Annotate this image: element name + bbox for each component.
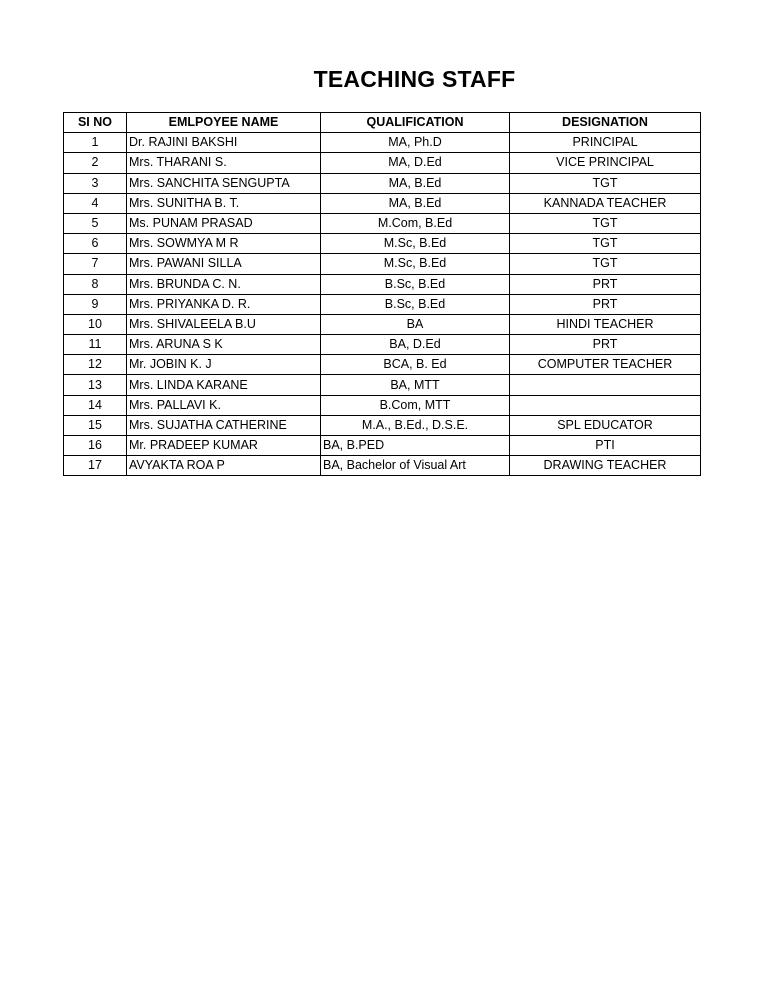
cell-qualification: BA, Bachelor of Visual Art xyxy=(321,456,510,476)
cell-employee-name: Mr. PRADEEP KUMAR xyxy=(127,436,321,456)
table-row xyxy=(64,173,701,193)
cell-designation: TGT xyxy=(510,213,701,233)
cell-si-no: 12 xyxy=(64,355,127,375)
cell-si-no: 13 xyxy=(64,375,127,395)
table-row xyxy=(64,294,701,314)
cell-employee-name: Mrs. SHIVALEELA B.U xyxy=(127,314,321,334)
cell-designation: TGT xyxy=(510,254,701,274)
cell-qualification: BCA, B. Ed xyxy=(321,355,510,375)
table-row xyxy=(64,335,701,355)
table-row xyxy=(64,193,701,213)
cell-designation: PTI xyxy=(510,436,701,456)
cell-si-no: 15 xyxy=(64,415,127,435)
cell-employee-name: Dr. RAJINI BAKSHI xyxy=(127,133,321,153)
table-header-row xyxy=(64,113,701,133)
cell-employee-name: Mr. JOBIN K. J xyxy=(127,355,321,375)
cell-qualification: MA, B.Ed xyxy=(321,173,510,193)
cell-employee-name: Mrs. SANCHITA SENGUPTA xyxy=(127,173,321,193)
cell-designation: PRINCIPAL xyxy=(510,133,701,153)
teaching-staff-table xyxy=(63,112,701,476)
cell-qualification: M.A., B.Ed., D.S.E. xyxy=(321,415,510,435)
cell-qualification: BA, B.PED xyxy=(321,436,510,456)
table-row xyxy=(64,415,701,435)
table-row xyxy=(64,456,701,476)
cell-qualification: M.Com, B.Ed xyxy=(321,213,510,233)
cell-employee-name: Mrs. PAWANI SILLA xyxy=(127,254,321,274)
cell-employee-name: Mrs. ARUNA S K xyxy=(127,335,321,355)
cell-qualification: BA xyxy=(321,314,510,334)
table-row xyxy=(64,355,701,375)
cell-employee-name: AVYAKTA ROA P xyxy=(127,456,321,476)
header-designation: DESIGNATION xyxy=(510,113,701,133)
cell-employee-name: Mrs. LINDA KARANE xyxy=(127,375,321,395)
cell-designation: TGT xyxy=(510,173,701,193)
cell-qualification: M.Sc, B.Ed xyxy=(321,254,510,274)
cell-qualification: B.Sc, B.Ed xyxy=(321,294,510,314)
cell-designation: KANNADA TEACHER xyxy=(510,193,701,213)
cell-qualification: BA, D.Ed xyxy=(321,335,510,355)
cell-si-no: 1 xyxy=(64,133,127,153)
cell-qualification: M.Sc, B.Ed xyxy=(321,234,510,254)
cell-qualification: MA, D.Ed xyxy=(321,153,510,173)
table-row xyxy=(64,213,701,233)
cell-si-no: 3 xyxy=(64,173,127,193)
cell-employee-name: Mrs. BRUNDA C. N. xyxy=(127,274,321,294)
table-row xyxy=(64,133,701,153)
cell-designation: DRAWING TEACHER xyxy=(510,456,701,476)
cell-designation: COMPUTER TEACHER xyxy=(510,355,701,375)
cell-qualification: MA, B.Ed xyxy=(321,193,510,213)
cell-si-no: 17 xyxy=(64,456,127,476)
cell-employee-name: Mrs. SUNITHA B. T. xyxy=(127,193,321,213)
table-row xyxy=(64,274,701,294)
cell-si-no: 11 xyxy=(64,335,127,355)
cell-employee-name: Mrs. PALLAVI K. xyxy=(127,395,321,415)
table-body xyxy=(64,133,701,476)
table-row xyxy=(64,153,701,173)
cell-qualification: MA, Ph.D xyxy=(321,133,510,153)
cell-si-no: 8 xyxy=(64,274,127,294)
cell-designation: PRT xyxy=(510,335,701,355)
cell-designation: TGT xyxy=(510,234,701,254)
cell-employee-name: Mrs. SUJATHA CATHERINE xyxy=(127,415,321,435)
page-title: TEACHING STAFF xyxy=(313,66,516,92)
table-row xyxy=(64,234,701,254)
cell-qualification: B.Sc, B.Ed xyxy=(321,274,510,294)
cell-si-no: 10 xyxy=(64,314,127,334)
cell-si-no: 6 xyxy=(64,234,127,254)
cell-designation: PRT xyxy=(510,294,701,314)
cell-designation: HINDI TEACHER xyxy=(510,314,701,334)
cell-si-no: 4 xyxy=(64,193,127,213)
cell-designation: PRT xyxy=(510,274,701,294)
cell-si-no: 7 xyxy=(64,254,127,274)
header-employee-name: EMLPOYEE NAME xyxy=(127,113,321,133)
cell-si-no: 2 xyxy=(64,153,127,173)
header-qualification: QUALIFICATION xyxy=(321,113,510,133)
table-row xyxy=(64,314,701,334)
cell-designation: SPL EDUCATOR xyxy=(510,415,701,435)
table-row xyxy=(64,395,701,415)
cell-si-no: 5 xyxy=(64,213,127,233)
table-row xyxy=(64,436,701,456)
cell-employee-name: Mrs. SOWMYA M R xyxy=(127,234,321,254)
cell-designation: VICE PRINCIPAL xyxy=(510,153,701,173)
cell-qualification: B.Com, MTT xyxy=(321,395,510,415)
cell-qualification: BA, MTT xyxy=(321,375,510,395)
cell-si-no: 9 xyxy=(64,294,127,314)
cell-employee-name: Mrs. PRIYANKA D. R. xyxy=(127,294,321,314)
table-row xyxy=(64,375,701,395)
cell-employee-name: Mrs. THARANI S. xyxy=(127,153,321,173)
cell-employee-name: Ms. PUNAM PRASAD xyxy=(127,213,321,233)
cell-designation xyxy=(510,375,701,395)
cell-si-no: 14 xyxy=(64,395,127,415)
header-si-no: SI NO xyxy=(64,113,127,133)
cell-si-no: 16 xyxy=(64,436,127,456)
cell-designation xyxy=(510,395,701,415)
table-row xyxy=(64,254,701,274)
